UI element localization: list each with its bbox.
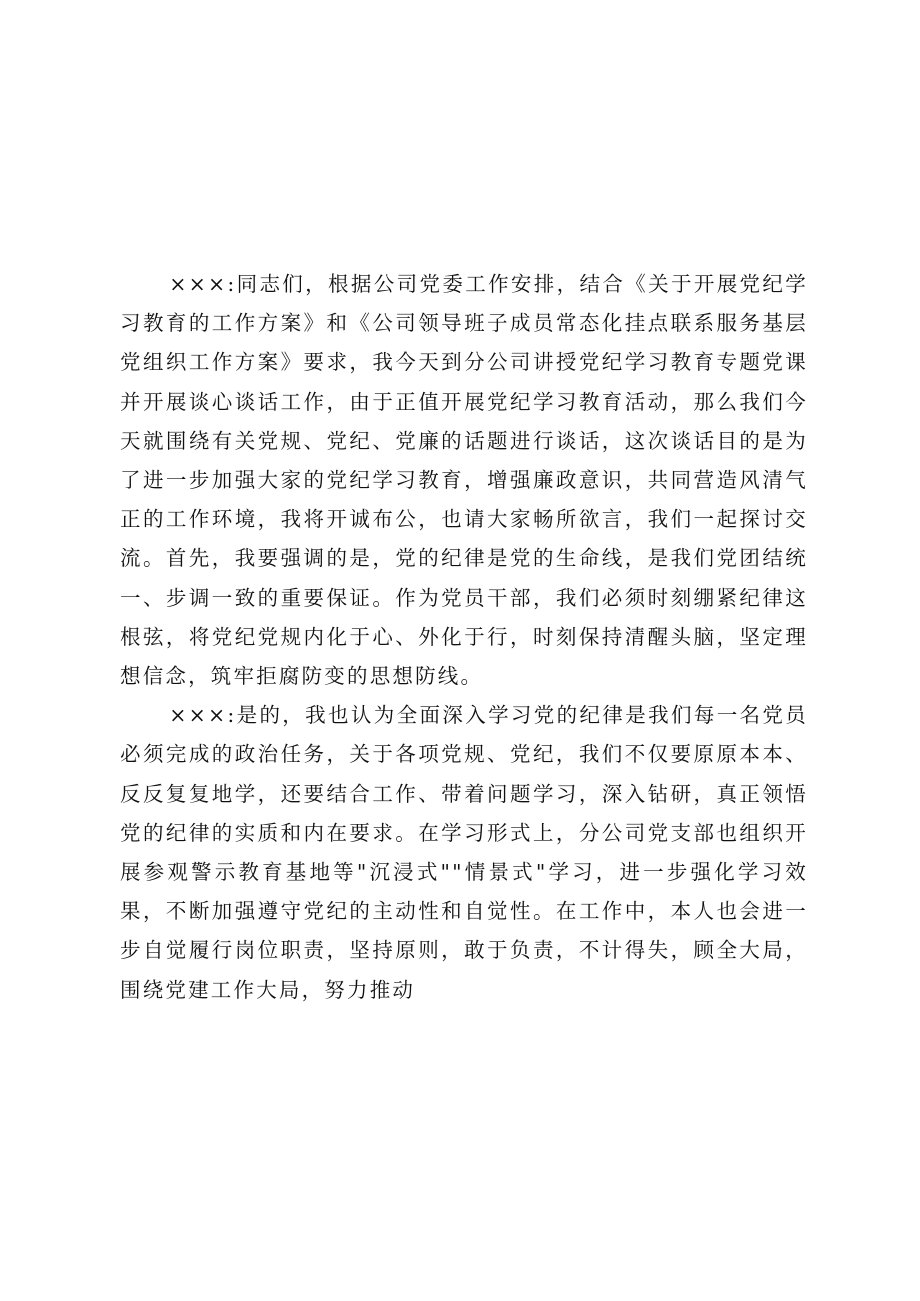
document-body [120,265,808,1010]
paragraph-1: ×××:同志们，根据公司党委工作安排，结合《关于开展党纪学习教育的工作方案》和《公司领导班子成员常态化挂点联系服务基层党组织工作方案》要求，我今天到分公司讲授党纪学习教育专题党课并开展谈心谈话工作，由于正值开展党纪学习教育活动，那么我们今天就围绕有关党规、党纪、党廉的话题进行谈话，这次谈话目的是为了进一步加强大家的党纪学习教育，增强廉政意识，共同营造风清气正的工作环境，我将开诚布公，也请大家畅所欲言，我们一起探讨交流。首先，我要强调的是，党的纪律是党的生命线，是我们党团结统一、步调一致的重要保证。作为党员干部，我们必须时刻绷紧纪律这根弦，将党纪党规内化于心、外化于行，时刻保持清醒头脑，坚定理想信念，筑牢拒腐防变的思想防线。 [120,272,808,689]
paragraph-2: ×××:是的，我也认为全面深入学习党的纪律是我们每一名党员必须完成的政治任务，关于各项党规、党纪，我们不仅要原原本本、反反复复地学，还要结合工作、带着问题学习，深入钻研，真正领悟党的纪律的实质和内在要求。在学习形式上，分公司党支部也组织开展参观警示教育基地等"沉浸式""情景式"学习，进一步强化学习效果，不断加强遵守党纪的主动性和自觉性。在工作中，本人也会进一步自觉履行岗位职责，坚持原则，敢于负责，不计得失，顾全大局，围绕党建工作大局，努力推动 [120,703,808,1002]
